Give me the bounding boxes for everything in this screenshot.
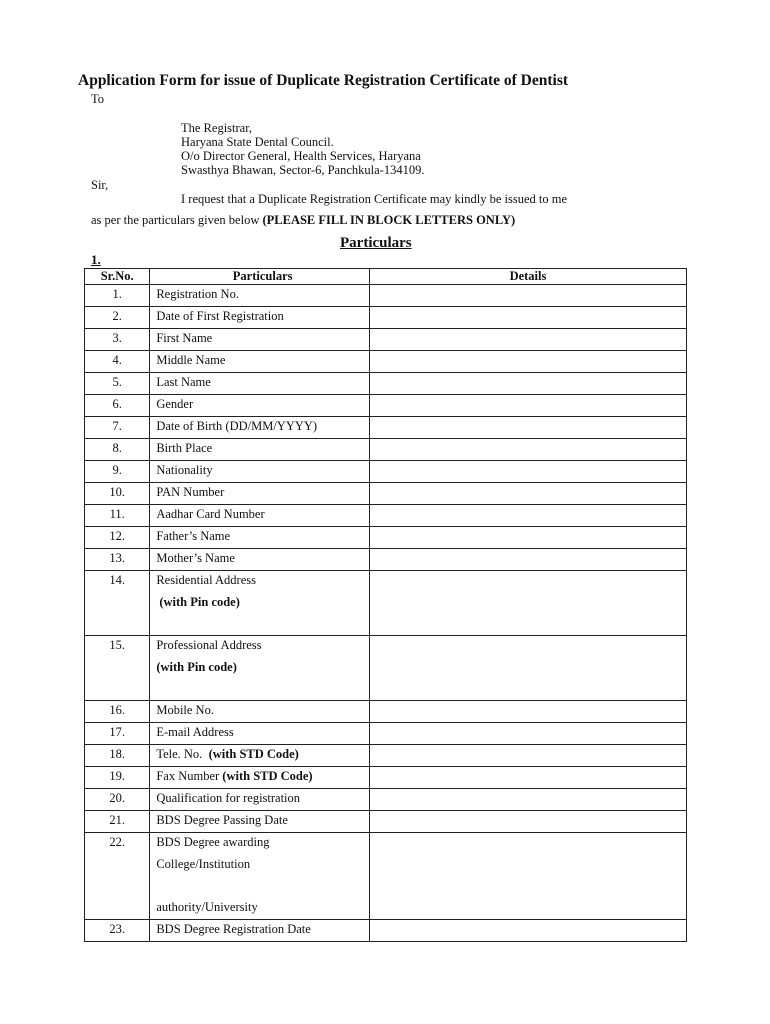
details-cell[interactable] xyxy=(369,285,686,307)
table-row xyxy=(85,745,687,767)
row-number: 17. xyxy=(85,723,150,745)
table-row xyxy=(85,285,687,307)
row-label: Last Name xyxy=(150,373,370,395)
details-cell[interactable] xyxy=(369,811,686,833)
row-label: BDS Degree awarding xyxy=(156,835,270,849)
row-label: Fax Number xyxy=(156,769,220,783)
table-row xyxy=(85,723,687,745)
row-label-group xyxy=(150,636,370,701)
details-cell[interactable] xyxy=(369,373,686,395)
details-cell[interactable] xyxy=(369,505,686,527)
row-label: Mobile No. xyxy=(150,701,370,723)
header-details: Details xyxy=(369,269,686,285)
row-label: BDS Degree Passing Date xyxy=(150,811,370,833)
table-row xyxy=(85,767,687,789)
row-label: Residential Address xyxy=(156,573,256,587)
row-number: 3. xyxy=(85,329,150,351)
salutation-to: To xyxy=(91,92,105,106)
header-srno: Sr.No. xyxy=(85,269,150,285)
table-row xyxy=(85,417,687,439)
row-number: 12. xyxy=(85,527,150,549)
row-label: Date of First Registration xyxy=(150,307,370,329)
table-row xyxy=(85,571,687,636)
details-cell[interactable] xyxy=(369,701,686,723)
address-line: Swasthya Bhawan, Sector-6, Panchkula-134109. xyxy=(181,163,425,177)
row-number: 11. xyxy=(85,505,150,527)
details-cell[interactable] xyxy=(369,745,686,767)
table-row xyxy=(85,439,687,461)
section-heading: Particulars xyxy=(340,235,412,251)
row-sublabel: (with Pin code) xyxy=(156,660,237,674)
row-number: 1. xyxy=(85,285,150,307)
row-label: Professional Address xyxy=(156,638,262,652)
table-row xyxy=(85,636,687,701)
row-number: 18. xyxy=(85,745,150,767)
particulars-table xyxy=(84,268,687,942)
row-number: 21. xyxy=(85,811,150,833)
details-cell[interactable] xyxy=(369,527,686,549)
row-number: 2. xyxy=(85,307,150,329)
row-label: Registration No. xyxy=(150,285,370,307)
row-label-group xyxy=(150,767,370,789)
row-number: 22. xyxy=(85,833,150,920)
row-label-suffix: (with STD Code) xyxy=(208,747,299,761)
table-row xyxy=(85,833,687,920)
row-sublabel: (with Pin code) xyxy=(159,595,240,609)
address-line: The Registrar, xyxy=(181,121,253,135)
request-text: as per the particulars given below xyxy=(91,213,260,227)
row-number: 4. xyxy=(85,351,150,373)
row-label: Qualification for registration xyxy=(150,789,370,811)
row-label: Middle Name xyxy=(150,351,370,373)
row-label: Birth Place xyxy=(150,439,370,461)
request-text-line1: I request that a Duplicate Registration Certificate may kindly be issued to me xyxy=(181,192,567,206)
row-number: 7. xyxy=(85,417,150,439)
table-row xyxy=(85,373,687,395)
row-label-group xyxy=(150,745,370,767)
details-cell[interactable] xyxy=(369,571,686,636)
table-row xyxy=(85,483,687,505)
details-cell[interactable] xyxy=(369,439,686,461)
row-label-group xyxy=(150,571,370,636)
row-number: 14. xyxy=(85,571,150,636)
details-cell[interactable] xyxy=(369,920,686,942)
row-label: Aadhar Card Number xyxy=(150,505,370,527)
details-cell[interactable] xyxy=(369,636,686,701)
block-letters-note: (PLEASE FILL IN BLOCK LETTERS ONLY) xyxy=(262,213,516,227)
row-number: 10. xyxy=(85,483,150,505)
table-row xyxy=(85,549,687,571)
row-label: BDS Degree Registration Date xyxy=(150,920,370,942)
row-number: 6. xyxy=(85,395,150,417)
header-particulars: Particulars xyxy=(150,269,370,285)
details-cell[interactable] xyxy=(369,417,686,439)
details-cell[interactable] xyxy=(369,329,686,351)
table-row xyxy=(85,329,687,351)
table-row xyxy=(85,461,687,483)
row-number: 9. xyxy=(85,461,150,483)
details-cell[interactable] xyxy=(369,461,686,483)
table-header-row xyxy=(85,269,687,285)
row-label-group xyxy=(150,833,370,920)
row-label: E-mail Address xyxy=(150,723,370,745)
row-label: First Name xyxy=(150,329,370,351)
row-label: Mother’s Name xyxy=(150,549,370,571)
details-cell[interactable] xyxy=(369,723,686,745)
table-row xyxy=(85,527,687,549)
details-cell[interactable] xyxy=(369,833,686,920)
request-text-line2 xyxy=(91,213,515,228)
table-row xyxy=(85,505,687,527)
row-label: Date of Birth (DD/MM/YYYY) xyxy=(150,417,370,439)
details-cell[interactable] xyxy=(369,789,686,811)
row-number: 13. xyxy=(85,549,150,571)
form-title: Application Form for issue of Duplicate Registration Certificate of Dentist xyxy=(78,72,569,89)
details-cell[interactable] xyxy=(369,307,686,329)
row-number: 16. xyxy=(85,701,150,723)
table-row xyxy=(85,395,687,417)
row-number: 5. xyxy=(85,373,150,395)
row-label: Nationality xyxy=(150,461,370,483)
details-cell[interactable] xyxy=(369,395,686,417)
details-cell[interactable] xyxy=(369,351,686,373)
row-label: Gender xyxy=(150,395,370,417)
row-number: 23. xyxy=(85,920,150,942)
table-row xyxy=(85,920,687,942)
row-label-suffix: (with STD Code) xyxy=(222,769,313,783)
table-row xyxy=(85,351,687,373)
row-number: 20. xyxy=(85,789,150,811)
row-label: PAN Number xyxy=(150,483,370,505)
address-line: Haryana State Dental Council. xyxy=(181,135,334,149)
address-line: O/o Director General, Health Services, Haryana xyxy=(181,149,421,163)
salutation-sir: Sir, xyxy=(91,178,109,192)
row-label: Father’s Name xyxy=(150,527,370,549)
row-number: 8. xyxy=(85,439,150,461)
section-number: 1. xyxy=(91,252,101,267)
row-number: 19. xyxy=(85,767,150,789)
row-label: Tele. No. xyxy=(156,747,203,761)
row-label-line2: College/Institution xyxy=(156,857,251,871)
table-row xyxy=(85,811,687,833)
table-row xyxy=(85,307,687,329)
details-cell[interactable] xyxy=(369,549,686,571)
row-number: 15. xyxy=(85,636,150,701)
row-label-line3: authority/University xyxy=(156,900,258,914)
details-cell[interactable] xyxy=(369,483,686,505)
table-row xyxy=(85,789,687,811)
details-cell[interactable] xyxy=(369,767,686,789)
table-row xyxy=(85,701,687,723)
